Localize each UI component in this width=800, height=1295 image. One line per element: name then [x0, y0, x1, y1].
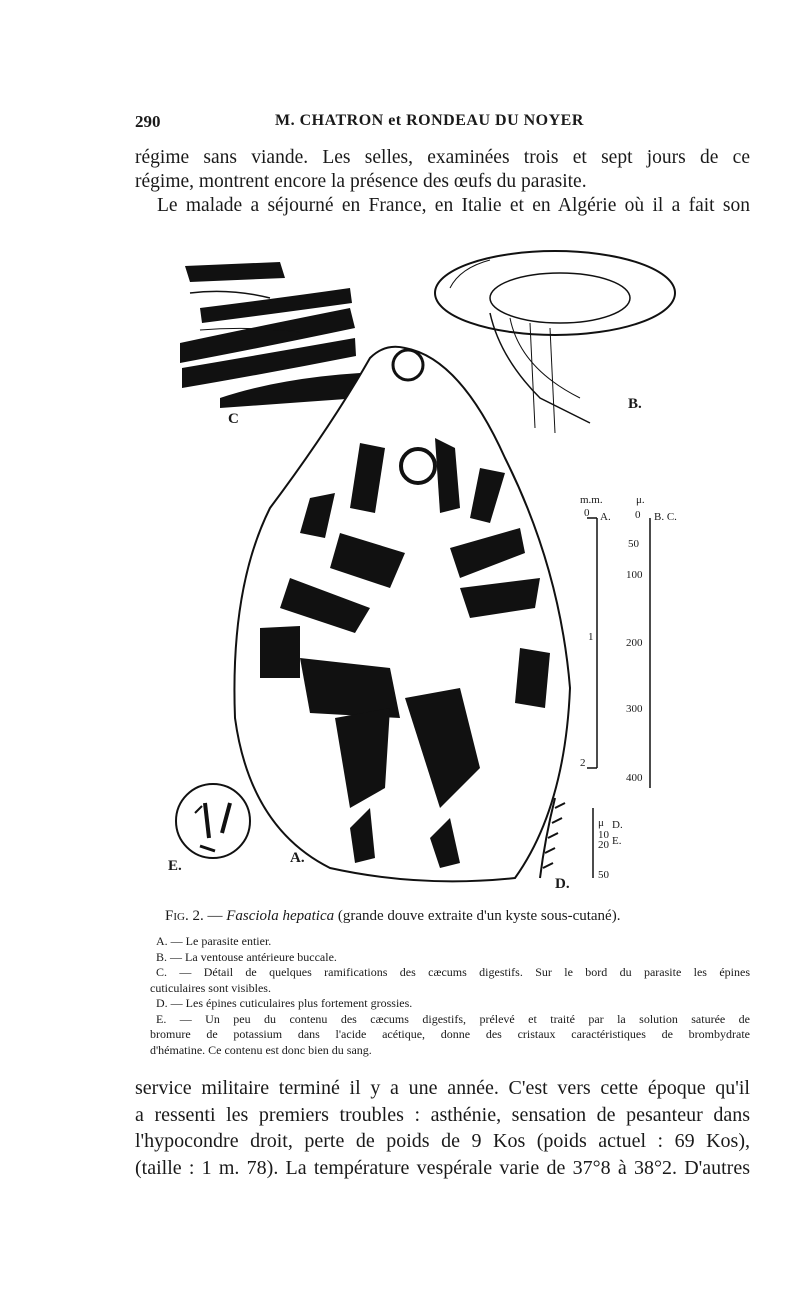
- legend-item-e: E. — Un peu du contenu des cæcums digestifs, prélevé et traité par la solution saturée de: [156, 1011, 750, 1026]
- label-a: A.: [290, 850, 305, 866]
- scale-bar-mm: [580, 494, 611, 769]
- body-paragraph-top: [135, 146, 750, 218]
- figure-caption-title: [165, 908, 620, 925]
- scale-bar-micron: [626, 494, 677, 788]
- label-b: B.: [628, 396, 642, 412]
- scale-micron-tick-100: 100: [626, 569, 643, 581]
- label-c: C: [228, 411, 239, 427]
- crystals-e-illustration: [176, 784, 250, 858]
- scale-micron-label: B. C.: [654, 511, 677, 523]
- detail-c-illustration: [180, 260, 360, 408]
- page-number: 290: [135, 112, 161, 131]
- scale-small-tick-10: 10: [598, 829, 609, 841]
- body-paragraph-bottom: [135, 1075, 750, 1181]
- text-line: l'hypocondre droit, perte de poids de 9 Kos (poids actuel : 69 Kos),: [135, 1130, 750, 1152]
- figure-legend: [150, 934, 750, 1058]
- legend-item-c: C. — Détail de quelques ramifications des cæcums digestifs. Sur le bord du parasite les épines: [156, 965, 750, 979]
- header-authors: M. CHATRON et RONDEAU DU NOYER: [275, 112, 584, 129]
- text-line: régime sans viande. Les selles, examinées trois et sept jours de ce: [135, 147, 750, 168]
- scale-mm-unit: m.m.: [580, 494, 603, 506]
- scale-micron-tick-50: 50: [628, 538, 639, 550]
- parasite-a-illustration: [234, 347, 570, 882]
- running-head: [135, 112, 750, 136]
- text-line: Le malade a séjourné en France, en Italie et en Algérie où il a fait son: [157, 195, 750, 216]
- species-name: Fasciola hepatica: [226, 908, 335, 924]
- scale-small-label-e: E.: [612, 835, 622, 847]
- scale-small-tick-50: 50: [598, 869, 609, 881]
- scale-small-unit: μ: [598, 817, 604, 829]
- figure-number: Fig. 2. —: [165, 908, 223, 924]
- text-line: régime, montrent encore la présence des œufs du parasite.: [135, 171, 587, 192]
- label-d: D.: [555, 876, 570, 892]
- scale-small-tick-20: 20: [598, 839, 609, 851]
- text-line: a ressenti les premiers troubles : asthénie, sensation de pesanteur dans: [135, 1103, 750, 1126]
- scale-small-label-d: D.: [612, 819, 623, 831]
- text-line: (taille : 1 m. 78). La température vespérale varie de 37°8 à 38°2. D'autres: [135, 1156, 750, 1179]
- legend-item-e-cont: bromure de potassium dans l'acide acétique, donne des cristaux caractéristiques de brombydrate: [150, 1027, 750, 1041]
- scale-mm-label: A.: [600, 511, 611, 523]
- scale-micron-unit: μ.: [636, 494, 645, 506]
- legend-item-b: B. — La ventouse antérieure buccale.: [156, 949, 337, 964]
- legend-item-c-cont: cuticulaires sont visibles.: [150, 980, 271, 995]
- scale-micron-tick-0: 0: [635, 509, 641, 521]
- figure-fasciola-hepatica: [160, 248, 680, 903]
- scale-micron-tick-300: 300: [626, 703, 643, 715]
- legend-item-e-end: d'hématine. Ce contenu est donc bien du sang.: [150, 1042, 372, 1057]
- legend-item-a: A. — Le parasite entier.: [156, 934, 272, 948]
- scale-mm-tick-1: 1: [588, 631, 594, 643]
- text-line: service militaire terminé il y a une année. C'est vers cette époque qu'il: [135, 1077, 750, 1099]
- label-e: E.: [168, 858, 182, 874]
- scale-mm-tick-2: 2: [580, 757, 586, 769]
- scale-bar-small: [593, 808, 623, 881]
- scale-mm-tick-0: 0: [584, 507, 590, 519]
- scale-micron-tick-400: 400: [626, 772, 643, 784]
- caption-rest: (grande douve extraite d'un kyste sous-cutané).: [337, 908, 621, 924]
- scale-micron-tick-200: 200: [626, 637, 643, 649]
- legend-item-d: D. — Les épines cuticulaires plus fortement grossies.: [156, 996, 413, 1010]
